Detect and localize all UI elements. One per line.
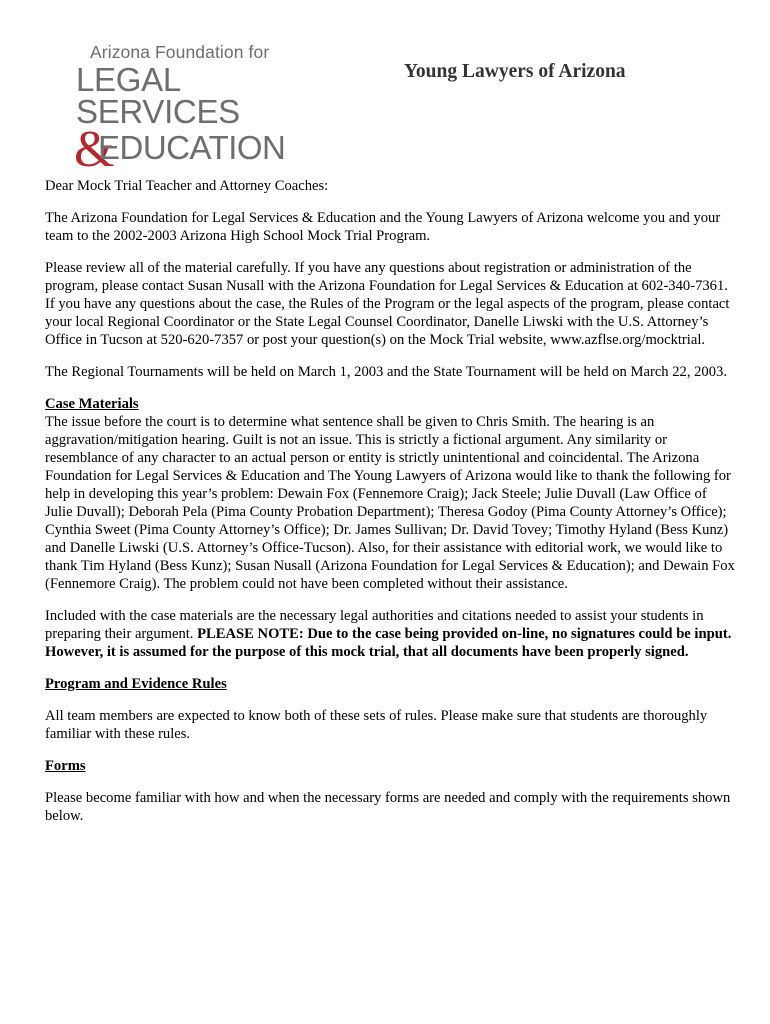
letter-body: [45, 177, 735, 825]
heading-rules: Program and Evidence Rules: [45, 676, 227, 692]
paragraph-rules: All team members are expected to know both of these sets of rules. Please make sure that students are thoroughly familiar with these rules.: [45, 708, 708, 742]
logo-line-2: LEGAL SERVICES: [76, 61, 240, 130]
logo-line-1: Arizona Foundation for: [90, 42, 270, 62]
organization-logo: [74, 42, 316, 178]
please-note-text: PLEASE NOTE: Due to the case being provided on-line, no signatures could be input. However, it is assumed for the purpose of this mock trial, that all documents have been properly signed.: [45, 626, 732, 660]
paragraph-forms: Please become familiar with how and when the necessary forms are needed and comply with the requirements shown below.: [45, 790, 731, 824]
paragraph-included: [45, 607, 735, 661]
included-text: Included with the case materials are the necessary legal authorities and citations needed to assist your students in preparing their argument.: [45, 608, 704, 642]
logo-ampersand: &: [74, 121, 115, 178]
salutation: Dear Mock Trial Teacher and Attorney Coaches:: [45, 178, 329, 194]
paragraph-welcome: The Arizona Foundation for Legal Services & Education and the Young Lawyers of Arizona welcome you and your team to the 2002-2003 Arizona High School Mock Trial Program.: [45, 210, 721, 244]
header-title: Young Lawyers of Arizona: [404, 61, 626, 82]
paragraph-contact: Please review all of the material carefully. If you have any questions about registration or administration of the program, please contact Susan Nusall with the Arizona Foundation for Legal Services & Education at 602-340-7361. If you have any questions about the case, the Rules of the Program or the legal aspects of the program, please contact your local Regional Coordinator or the State Legal Counsel Coordinator, Danelle Liwski with the U.S. Attorney’s Office in Tucson at 520-620-7357 or post your question(s) on the Mock Trial website, www.azflse.org/mocktrial.: [45, 260, 730, 348]
paragraph-case-materials: The issue before the court is to determine what sentence shall be given to Chris Smith. The hearing is an aggravation/mitigation hearing. Guilt is not an issue. This is strictly a fictional argument. Any similarity or resemblance of any character to an actual person or entity is strictly unintentional and coincidental. The Arizona Foundation for Legal Services & Education and The Young Lawyers of Arizona would like to thank the following for help in developing this year’s problem: Dewain Fox (Fennemore Craig); Jack Steele; Julie Duvall (Law Office of Julie Duvall); Deborah Pela (Pima County Probation Department); Theresa Godoy (Pima County Attorney’s Office); Cynthia Sweet (Pima County Attorney’s Office); Dr. James Sullivan; Dr. David Tovey; Timothy Hyland (Bess Kunz) and Danelle Liwski (U.S. Attorney’s Office-Tucson). Also, for their assistance with editorial work, we would like to thank Tim Hyland (Bess Kunz); Susan Nusall (Arizona Foundation for Legal Services & Education); and Dewain Fox (Fennemore Craig). The problem could not have been completed without their assistance.: [45, 414, 735, 592]
paragraph-tournaments: The Regional Tournaments will be held on March 1, 2003 and the State Tournament will be held on March 22, 2003.: [45, 364, 727, 380]
heading-forms: Forms: [45, 758, 86, 774]
logo-line-3-wrap: [74, 121, 316, 178]
heading-case-materials: Case Materials: [45, 396, 139, 412]
logo-line-3: EDUCATION: [98, 129, 286, 166]
